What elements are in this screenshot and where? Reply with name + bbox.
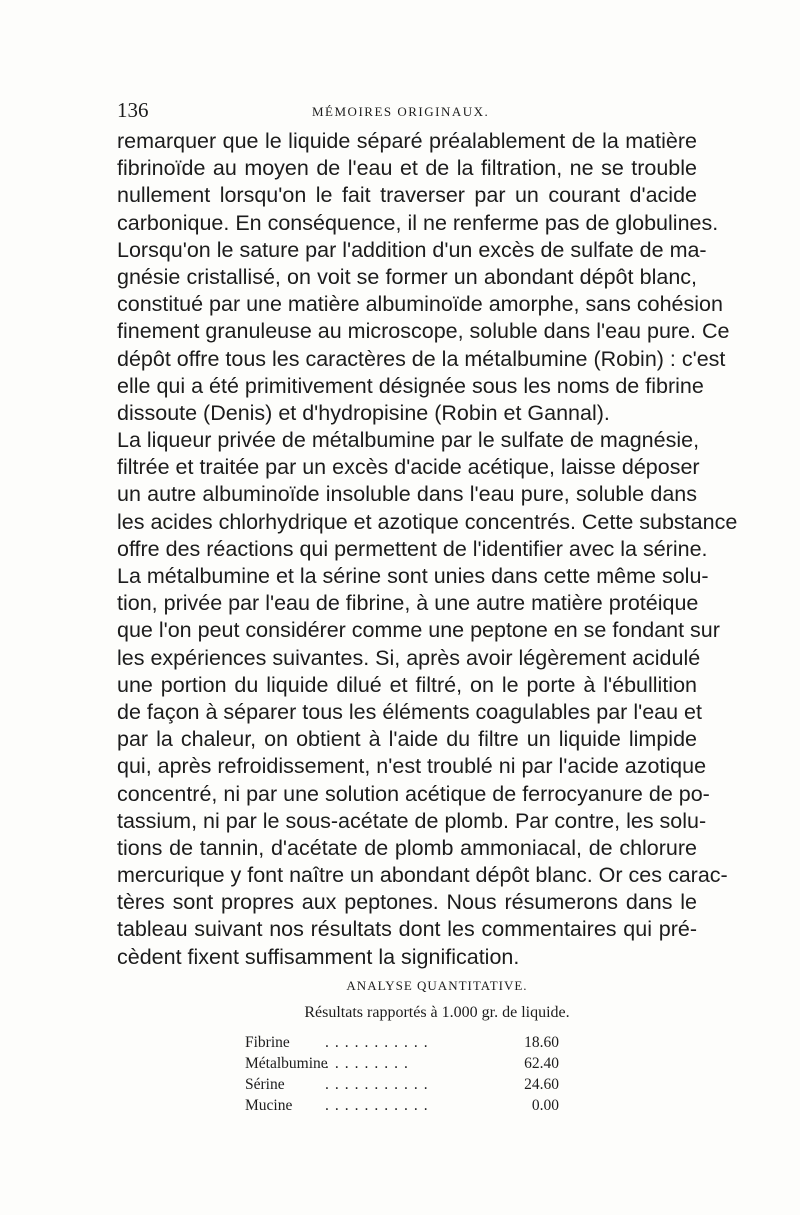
running-head bbox=[117, 98, 697, 124]
text-line: La métalbumine et la sérine sont unies dans cette même solu- bbox=[117, 564, 709, 588]
text-line: les expériences suivantes. Si, après avoir légèrement acidulé bbox=[117, 645, 701, 670]
text-line: dissoute (Denis) et d'hydropisine (Robin et Gannal). bbox=[117, 400, 610, 425]
page-number: 136 bbox=[117, 98, 149, 122]
text-line: une portion du liquide dilué et filtré, on le porte à l'ébullition bbox=[117, 672, 697, 697]
analysis-table bbox=[117, 978, 697, 1118]
text-line: La liqueur privée de métalbumine par le sulfate de magnésie, bbox=[117, 428, 700, 453]
text-line: tions de tannin, d'acétate de plomb ammoniacal, de chlorure bbox=[117, 835, 697, 860]
row-label: Sérine bbox=[245, 1076, 285, 1093]
text-line: offre des réactions qui permettent de l'identifier avec la sérine. bbox=[117, 536, 708, 561]
text-line: nullement lorsqu'on le fait traverser par un courant d'acide bbox=[117, 183, 697, 208]
table-rows bbox=[245, 1034, 559, 1118]
text-line: les acides chlorhydrique et azotique concentrés. Cette substance bbox=[117, 509, 738, 534]
text-line: constitué par une matière albuminoïde amorphe, sans cohésion bbox=[117, 292, 723, 317]
text-line: tassium, ni par le sous-acétate de plomb. Par contre, les solu- bbox=[117, 808, 707, 833]
row-label: Métalbumine bbox=[245, 1055, 328, 1072]
row-leader: ........... bbox=[325, 1034, 434, 1051]
table-subtitle: Résultats rapportés à 1.000 gr. de liquide. bbox=[304, 1004, 570, 1021]
text-line: par la chaleur, on obtient à l'aide du filtre un liquide limpide bbox=[117, 727, 697, 752]
table-row bbox=[245, 1097, 559, 1118]
text-line: finement granuleuse au microscope, soluble dans l'eau pure. Ce bbox=[117, 319, 730, 344]
text-line: filtrée et traitée par un excès d'acide acétique, laisse déposer bbox=[117, 455, 700, 480]
row-value: 24.60 bbox=[524, 1076, 559, 1093]
text-line: de façon à séparer tous les éléments coagulables par l'eau et bbox=[117, 699, 702, 724]
text-line: tableau suivant nos résultats dont les commentaires qui pré- bbox=[117, 917, 697, 942]
row-value: 62.40 bbox=[524, 1055, 559, 1072]
text-line: tion, privée par l'eau de fibrine, à une autre matière protéique bbox=[117, 591, 699, 616]
row-label: Fibrine bbox=[245, 1034, 290, 1051]
row-value: 18.60 bbox=[524, 1034, 559, 1051]
text-line: gnésie cristallisé, on voit se former un abondant dépôt blanc, bbox=[117, 264, 697, 289]
text-line: dépôt offre tous les caractères de la métalbumine (Robin) : c'est bbox=[117, 346, 726, 371]
row-leader: ........... bbox=[325, 1076, 434, 1093]
table-title: ANALYSE QUANTITATIVE. bbox=[346, 978, 528, 993]
row-leader: ......... bbox=[325, 1055, 414, 1072]
text-line: fibrinoïde au moyen de l'eau et de la filtration, ne se trouble bbox=[117, 156, 697, 181]
text-line: Lorsqu'on le sature par l'addition d'un excès de sulfate de ma- bbox=[117, 237, 707, 262]
text-line: mercurique y font naître un abondant dépôt blanc. Or ces carac- bbox=[117, 863, 728, 888]
text-line: remarquer que le liquide séparé préalablement de la matière bbox=[117, 129, 697, 153]
table-row bbox=[245, 1034, 559, 1055]
row-value: 0.00 bbox=[531, 1097, 559, 1114]
text-line: qui, après refroidissement, n'est troublé ni par l'acide azotique bbox=[117, 754, 707, 779]
text-line: elle qui a été primitivement désignée sous les noms de fibrine bbox=[117, 373, 704, 398]
text-line: tères sont propres aux peptones. Nous résumerons dans le bbox=[117, 890, 697, 915]
row-label: Mucine bbox=[245, 1097, 293, 1114]
table-row bbox=[245, 1076, 559, 1097]
body-text bbox=[117, 128, 738, 971]
journal-title: MÉMOIRES ORIGINAUX. bbox=[312, 104, 490, 119]
text-line: concentré, ni par une solution acétique de ferrocyanure de po- bbox=[117, 781, 710, 806]
table-row bbox=[245, 1055, 559, 1076]
text-line: cèdent fixent suffisamment la signification. bbox=[117, 944, 520, 969]
text-line: un autre albuminoïde insoluble dans l'eau pure, soluble dans bbox=[117, 482, 697, 507]
row-leader: ........... bbox=[325, 1097, 434, 1114]
text-line: que l'on peut considérer comme une peptone en se fondant sur bbox=[117, 618, 720, 643]
text-line: carbonique. En conséquence, il ne renferme pas de globulines. bbox=[117, 210, 719, 235]
